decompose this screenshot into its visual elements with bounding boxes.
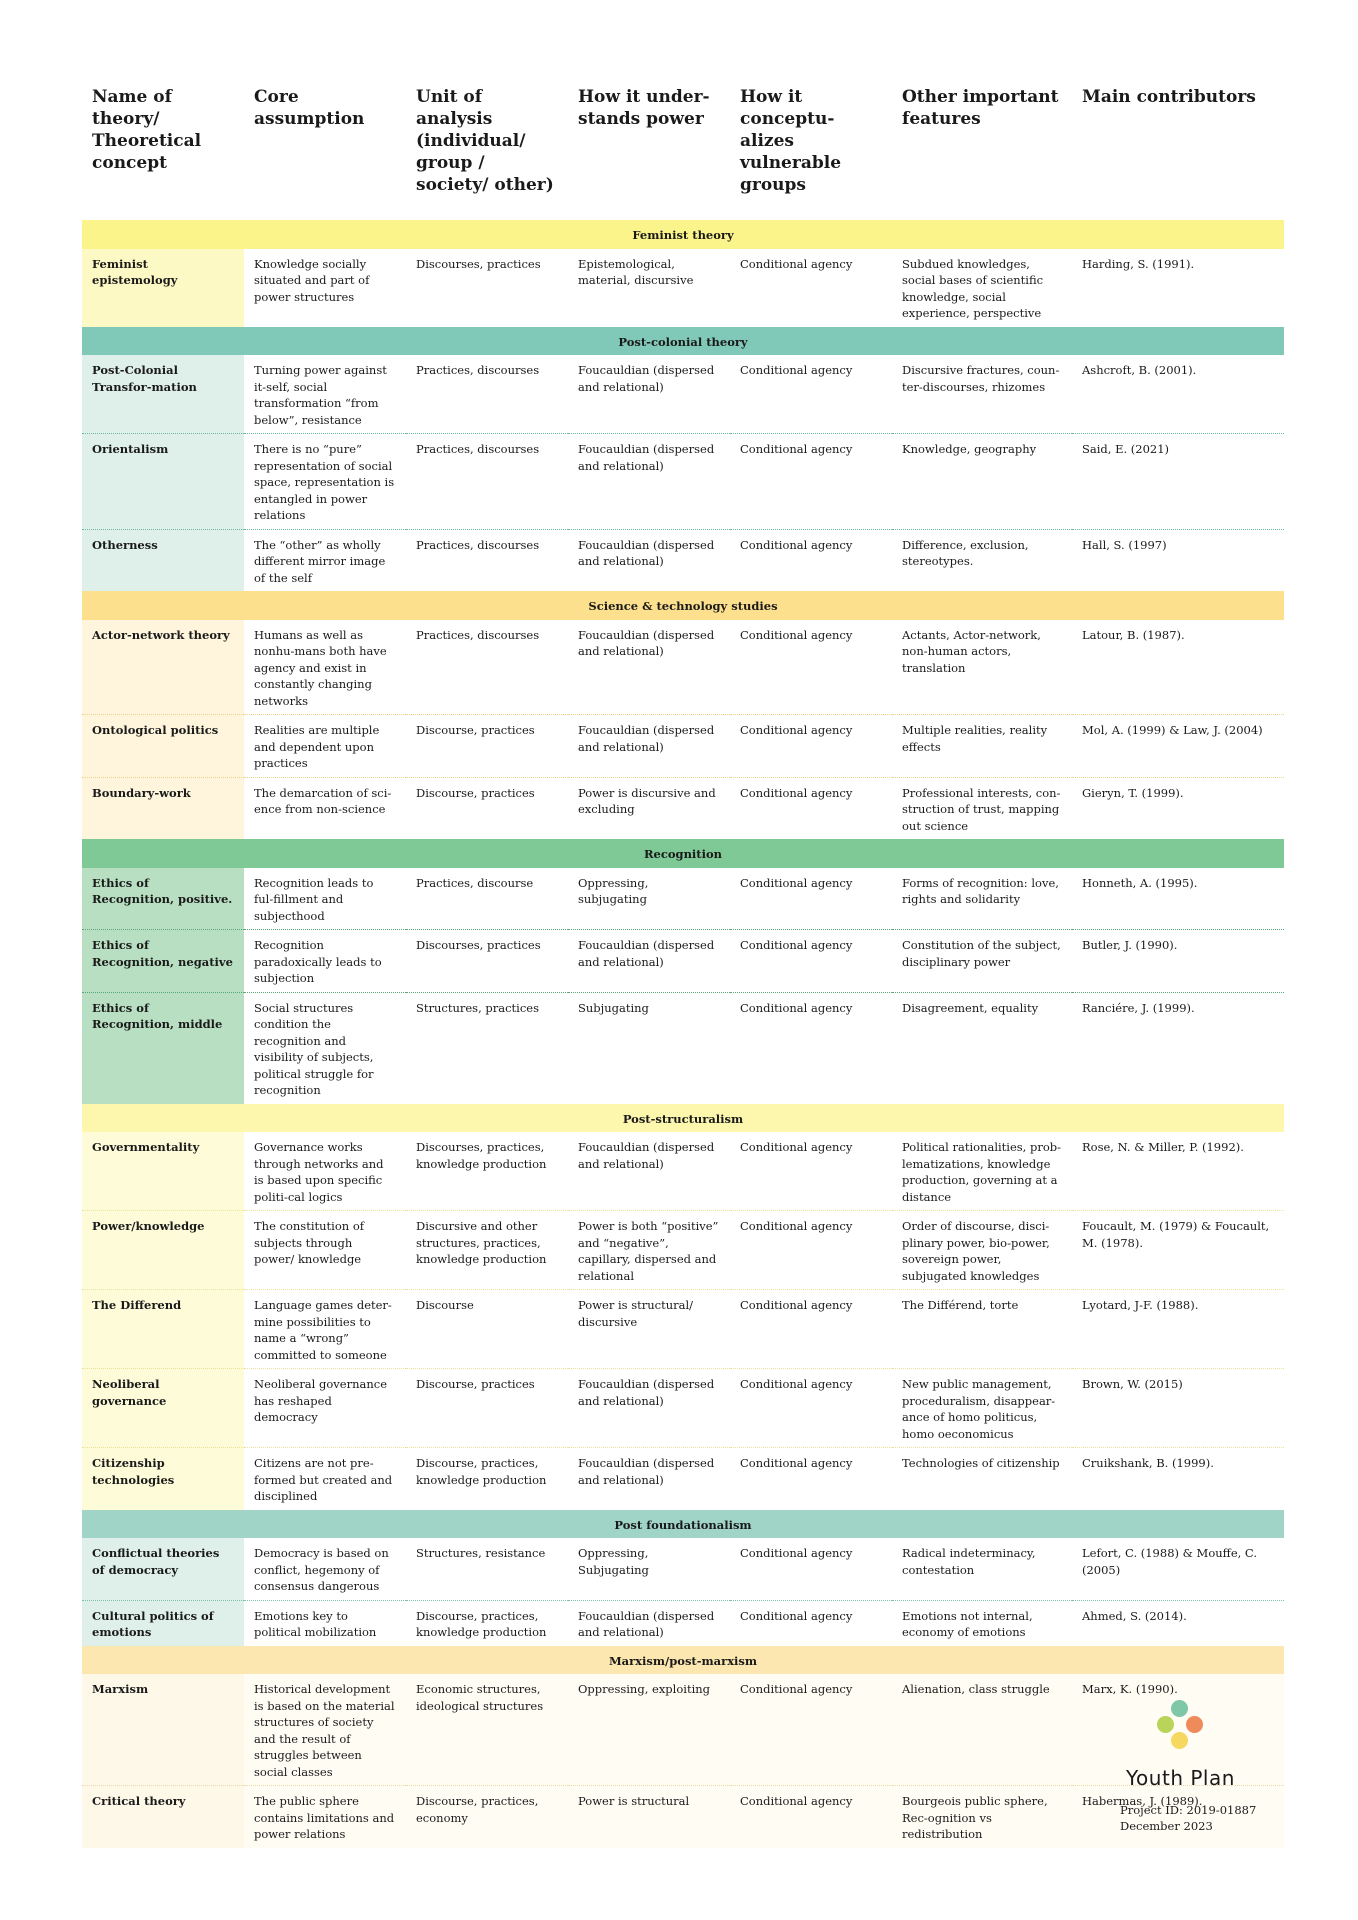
- cell-other-features: New public management, proceduralism, disappear-ance of homo politicus, homo oeconomicus: [892, 1369, 1072, 1448]
- cell-contributors: Foucault, M. (1979) & Foucault, M. (1978).: [1072, 1211, 1284, 1290]
- cell-other-features: Technologies of citizenship: [892, 1448, 1072, 1510]
- section-title: Science & technology studies: [82, 591, 1284, 620]
- cell-core-assumption: The “other” as wholly different mirror image of the self: [244, 529, 406, 591]
- table-header-row: [82, 86, 1284, 220]
- cell-unit-of-analysis: Discourse, practices, knowledge production: [406, 1448, 568, 1510]
- cell-power: Foucauldian (dispersed and relational): [568, 715, 730, 778]
- cell-other-features: Actants, Actor-network, non-human actors, translation: [892, 620, 1072, 715]
- theories-table: [82, 86, 1284, 1848]
- cell-other-features: Bourgeois public sphere, Rec-ognition vs redistribution: [892, 1786, 1072, 1848]
- section-header-row: [82, 591, 1284, 620]
- table-row: [82, 1211, 1284, 1290]
- cell-power: Foucauldian (dispersed and relational): [568, 1369, 730, 1448]
- table-row: [82, 777, 1284, 839]
- cell-other-features: Radical indeterminacy, contestation: [892, 1538, 1072, 1600]
- cell-power: Power is structural/ discursive: [568, 1290, 730, 1369]
- table-row: [82, 868, 1284, 930]
- cell-other-features: Constitution of the subject, disciplinary power: [892, 930, 1072, 993]
- table-row: [82, 715, 1284, 778]
- cell-core-assumption: Turning power against it-self, social transformation “from below”, resistance: [244, 355, 406, 434]
- cell-vulnerable-groups: Conditional agency: [730, 355, 892, 434]
- cell-theory-name: Ontological politics: [82, 715, 244, 778]
- cell-vulnerable-groups: Conditional agency: [730, 1448, 892, 1510]
- cell-theory-name: Otherness: [82, 529, 244, 591]
- table-row: [82, 1369, 1284, 1448]
- cell-contributors: Brown, W. (2015): [1072, 1369, 1284, 1448]
- cell-contributors: Latour, B. (1987).: [1072, 620, 1284, 715]
- cell-core-assumption: Neoliberal governance has reshaped democracy: [244, 1369, 406, 1448]
- cell-theory-name: Actor-network theory: [82, 620, 244, 715]
- cell-theory-name: Citizenship technologies: [82, 1448, 244, 1510]
- cell-vulnerable-groups: Conditional agency: [730, 992, 892, 1104]
- cell-unit-of-analysis: Practices, discourses: [406, 529, 568, 591]
- header-power: How it under-stands power: [578, 87, 710, 129]
- cell-contributors: Rose, N. & Miller, P. (1992).: [1072, 1132, 1284, 1211]
- cell-core-assumption: Democracy is based on conflict, hegemony of consensus dangerous: [244, 1538, 406, 1600]
- cell-contributors: Ahmed, S. (2014).: [1072, 1600, 1284, 1646]
- cell-contributors: Cruikshank, B. (1999).: [1072, 1448, 1284, 1510]
- cell-theory-name: Marxism: [82, 1674, 244, 1786]
- cell-other-features: Knowledge, geography: [892, 434, 1072, 530]
- cell-core-assumption: Social structures condition the recognition and visibility of subjects, political struggle for recognition: [244, 992, 406, 1104]
- section-header-row: [82, 1510, 1284, 1539]
- cell-power: Epistemological, material, discursive: [568, 249, 730, 327]
- cell-power: Foucauldian (dispersed and relational): [568, 1448, 730, 1510]
- cell-other-features: Alienation, class struggle: [892, 1674, 1072, 1786]
- section-header-row: [82, 327, 1284, 356]
- cell-power: Subjugating: [568, 992, 730, 1104]
- cell-unit-of-analysis: Practices, discourses: [406, 355, 568, 434]
- cell-vulnerable-groups: Conditional agency: [730, 1600, 892, 1646]
- cell-power: Oppressing, exploiting: [568, 1674, 730, 1786]
- cell-unit-of-analysis: Practices, discourses: [406, 620, 568, 715]
- cell-unit-of-analysis: Discourses, practices: [406, 249, 568, 327]
- table-row: [82, 930, 1284, 993]
- cell-unit-of-analysis: Practices, discourse: [406, 868, 568, 930]
- cell-unit-of-analysis: Structures, practices: [406, 992, 568, 1104]
- cell-theory-name: Ethics of Recognition, negative: [82, 930, 244, 993]
- table-row: [82, 355, 1284, 434]
- table-row: [82, 1538, 1284, 1600]
- cell-contributors: Lefort, C. (1988) & Mouffe, C. (2005): [1072, 1538, 1284, 1600]
- cell-other-features: Discursive fractures, coun-ter-discourses, rhizomes: [892, 355, 1072, 434]
- table-row: [82, 1132, 1284, 1211]
- cell-vulnerable-groups: Conditional agency: [730, 620, 892, 715]
- cell-unit-of-analysis: Discourse, practices: [406, 715, 568, 778]
- cell-contributors: Lyotard, J-F. (1988).: [1072, 1290, 1284, 1369]
- cell-power: Foucauldian (dispersed and relational): [568, 930, 730, 993]
- cell-vulnerable-groups: Conditional agency: [730, 434, 892, 530]
- cell-vulnerable-groups: Conditional agency: [730, 1786, 892, 1848]
- table-row: [82, 1448, 1284, 1510]
- cell-other-features: The Différend, torte: [892, 1290, 1072, 1369]
- cell-other-features: Forms of recognition: love, rights and solidarity: [892, 868, 1072, 930]
- cell-vulnerable-groups: Conditional agency: [730, 1538, 892, 1600]
- cell-contributors: Mol, A. (1999) & Law, J. (2004): [1072, 715, 1284, 778]
- cell-unit-of-analysis: Discourses, practices, knowledge production: [406, 1132, 568, 1211]
- cell-vulnerable-groups: Conditional agency: [730, 930, 892, 993]
- cell-contributors: Ranciére, J. (1999).: [1072, 992, 1284, 1104]
- cell-theory-name: The Differend: [82, 1290, 244, 1369]
- table-row: [82, 1290, 1284, 1369]
- cell-vulnerable-groups: Conditional agency: [730, 1369, 892, 1448]
- cell-power: Foucauldian (dispersed and relational): [568, 1600, 730, 1646]
- cell-contributors: Hall, S. (1997): [1072, 529, 1284, 591]
- cell-core-assumption: The public sphere contains limitations and power relations: [244, 1786, 406, 1848]
- cell-other-features: Disagreement, equality: [892, 992, 1072, 1104]
- cell-vulnerable-groups: Conditional agency: [730, 1290, 892, 1369]
- cell-core-assumption: Recognition paradoxically leads to subjection: [244, 930, 406, 993]
- cell-unit-of-analysis: Discourse, practices, economy: [406, 1786, 568, 1848]
- cell-other-features: Difference, exclusion, stereotypes.: [892, 529, 1072, 591]
- cell-unit-of-analysis: Economic structures, ideological structures: [406, 1674, 568, 1786]
- cell-power: Oppressing, Subjugating: [568, 1538, 730, 1600]
- cell-contributors: Habermas, J. (1989).: [1072, 1786, 1284, 1848]
- cell-vulnerable-groups: Conditional agency: [730, 777, 892, 839]
- cell-theory-name: Ethics of Recognition, positive.: [82, 868, 244, 930]
- cell-core-assumption: Governance works through networks and is based upon specific politi-cal logics: [244, 1132, 406, 1211]
- cell-contributors: Ashcroft, B. (2001).: [1072, 355, 1284, 434]
- header-other-features: Other important features: [902, 87, 1059, 129]
- youth-plan-logo-icon: [1152, 1700, 1208, 1752]
- cell-vulnerable-groups: Conditional agency: [730, 249, 892, 327]
- cell-contributors: Honneth, A. (1995).: [1072, 868, 1284, 930]
- cell-theory-name: Feminist epistemology: [82, 249, 244, 327]
- table-body: [82, 220, 1284, 1848]
- cell-theory-name: Boundary-work: [82, 777, 244, 839]
- cell-unit-of-analysis: Discourse, practices: [406, 1369, 568, 1448]
- header-unit-of-analysis: Unit of analysis (individual/ group / society/ other): [416, 87, 554, 195]
- cell-unit-of-analysis: Discourse, practices, knowledge production: [406, 1600, 568, 1646]
- cell-vulnerable-groups: Conditional agency: [730, 1674, 892, 1786]
- cell-power: Foucauldian (dispersed and relational): [568, 620, 730, 715]
- cell-power: Oppressing, subjugating: [568, 868, 730, 930]
- section-header-row: [82, 1646, 1284, 1675]
- table-row: [82, 529, 1284, 591]
- logo-dot-left: [1157, 1716, 1174, 1733]
- logo-dot-top: [1171, 1700, 1188, 1717]
- section-title: Post foundationalism: [82, 1510, 1284, 1539]
- cell-theory-name: Neoliberal governance: [82, 1369, 244, 1448]
- cell-unit-of-analysis: Discourse: [406, 1290, 568, 1369]
- logo-dot-bottom: [1171, 1732, 1188, 1749]
- cell-unit-of-analysis: Discursive and other structures, practices, knowledge production: [406, 1211, 568, 1290]
- cell-power: Foucauldian (dispersed and relational): [568, 434, 730, 530]
- logo-dot-right: [1186, 1716, 1203, 1733]
- cell-theory-name: Post-Colonial Transfor-mation: [82, 355, 244, 434]
- cell-other-features: Political rationalities, prob-lematizations, knowledge production, governing at a distance: [892, 1132, 1072, 1211]
- table-row: [82, 1600, 1284, 1646]
- section-header-row: [82, 839, 1284, 868]
- cell-core-assumption: The demarcation of sci-ence from non-science: [244, 777, 406, 839]
- cell-theory-name: Governmentality: [82, 1132, 244, 1211]
- publication-date: December 2023: [1120, 1819, 1213, 1833]
- section-title: Recognition: [82, 839, 1284, 868]
- cell-contributors: Marx, K. (1990).: [1072, 1674, 1284, 1786]
- cell-core-assumption: Historical development is based on the material structures of society and the result of struggles between social classes: [244, 1674, 406, 1786]
- cell-other-features: Order of discourse, disci-plinary power, bio-power, sovereign power, subjugated knowledges: [892, 1211, 1072, 1290]
- cell-theory-name: Ethics of Recognition, middle: [82, 992, 244, 1104]
- table-row: [82, 992, 1284, 1104]
- table-row: [82, 1674, 1284, 1786]
- cell-unit-of-analysis: Practices, discourses: [406, 434, 568, 530]
- cell-theory-name: Power/knowledge: [82, 1211, 244, 1290]
- cell-theory-name: Cultural politics of emotions: [82, 1600, 244, 1646]
- cell-theory-name: Conflictual theories of democracy: [82, 1538, 244, 1600]
- cell-unit-of-analysis: Discourses, practices: [406, 930, 568, 993]
- cell-power: Power is structural: [568, 1786, 730, 1848]
- cell-power: Foucauldian (dispersed and relational): [568, 355, 730, 434]
- cell-power: Foucauldian (dispersed and relational): [568, 529, 730, 591]
- project-id: Project ID: 2019-01887: [1120, 1803, 1257, 1817]
- table-row: [82, 249, 1284, 327]
- cell-theory-name: Critical theory: [82, 1786, 244, 1848]
- table-row: [82, 1786, 1284, 1848]
- section-header-row: [82, 220, 1284, 249]
- section-title: Post-colonial theory: [82, 327, 1284, 356]
- cell-core-assumption: Citizens are not pre-formed but created and disciplined: [244, 1448, 406, 1510]
- cell-other-features: Multiple realities, reality effects: [892, 715, 1072, 778]
- cell-vulnerable-groups: Conditional agency: [730, 529, 892, 591]
- section-header-row: [82, 1104, 1284, 1133]
- cell-core-assumption: There is no “pure” representation of social space, representation is entangled in power relations: [244, 434, 406, 530]
- cell-vulnerable-groups: Conditional agency: [730, 868, 892, 930]
- cell-power: Foucauldian (dispersed and relational): [568, 1132, 730, 1211]
- cell-core-assumption: Emotions key to political mobilization: [244, 1600, 406, 1646]
- cell-vulnerable-groups: Conditional agency: [730, 1132, 892, 1211]
- header-theory-name: Name of theory/ Theoretical concept: [92, 87, 202, 173]
- cell-unit-of-analysis: Discourse, practices: [406, 777, 568, 839]
- section-title: Marxism/post-marxism: [82, 1646, 1284, 1675]
- table-row: [82, 434, 1284, 530]
- cell-unit-of-analysis: Structures, resistance: [406, 1538, 568, 1600]
- cell-other-features: Emotions not internal, economy of emotions: [892, 1600, 1072, 1646]
- cell-power: Power is both “positive” and “negative”, capillary, dispersed and relational: [568, 1211, 730, 1290]
- cell-power: Power is discursive and excluding: [568, 777, 730, 839]
- cell-other-features: Subdued knowledges, social bases of scientific knowledge, social experience, perspective: [892, 249, 1072, 327]
- cell-core-assumption: Humans as well as nonhu-mans both have agency and exist in constantly changing networks: [244, 620, 406, 715]
- header-vulnerable-groups: How it conceptu-alizes vulnerable groups: [740, 87, 842, 195]
- cell-contributors: Butler, J. (1990).: [1072, 930, 1284, 993]
- cell-core-assumption: Language games deter-mine possibilities to name a “wrong” committed to someone: [244, 1290, 406, 1369]
- cell-vulnerable-groups: Conditional agency: [730, 1211, 892, 1290]
- header-contributors: Main contributors: [1082, 87, 1256, 107]
- section-title: Post-structuralism: [82, 1104, 1284, 1133]
- cell-core-assumption: The constitution of subjects through power/ knowledge: [244, 1211, 406, 1290]
- cell-core-assumption: Realities are multiple and dependent upon practices: [244, 715, 406, 778]
- header-core-assumption: Core assumption: [254, 87, 365, 129]
- cell-core-assumption: Knowledge socially situated and part of power structures: [244, 249, 406, 327]
- cell-vulnerable-groups: Conditional agency: [730, 715, 892, 778]
- cell-other-features: Professional interests, con-struction of trust, mapping out science: [892, 777, 1072, 839]
- cell-theory-name: Orientalism: [82, 434, 244, 530]
- table-row: [82, 620, 1284, 715]
- cell-core-assumption: Recognition leads to ful-fillment and subjecthood: [244, 868, 406, 930]
- cell-contributors: Said, E. (2021): [1072, 434, 1284, 530]
- cell-contributors: Gieryn, T. (1999).: [1072, 777, 1284, 839]
- brand-name: Youth Plan: [1126, 1766, 1235, 1790]
- section-title: Feminist theory: [82, 220, 1284, 249]
- cell-contributors: Harding, S. (1991).: [1072, 249, 1284, 327]
